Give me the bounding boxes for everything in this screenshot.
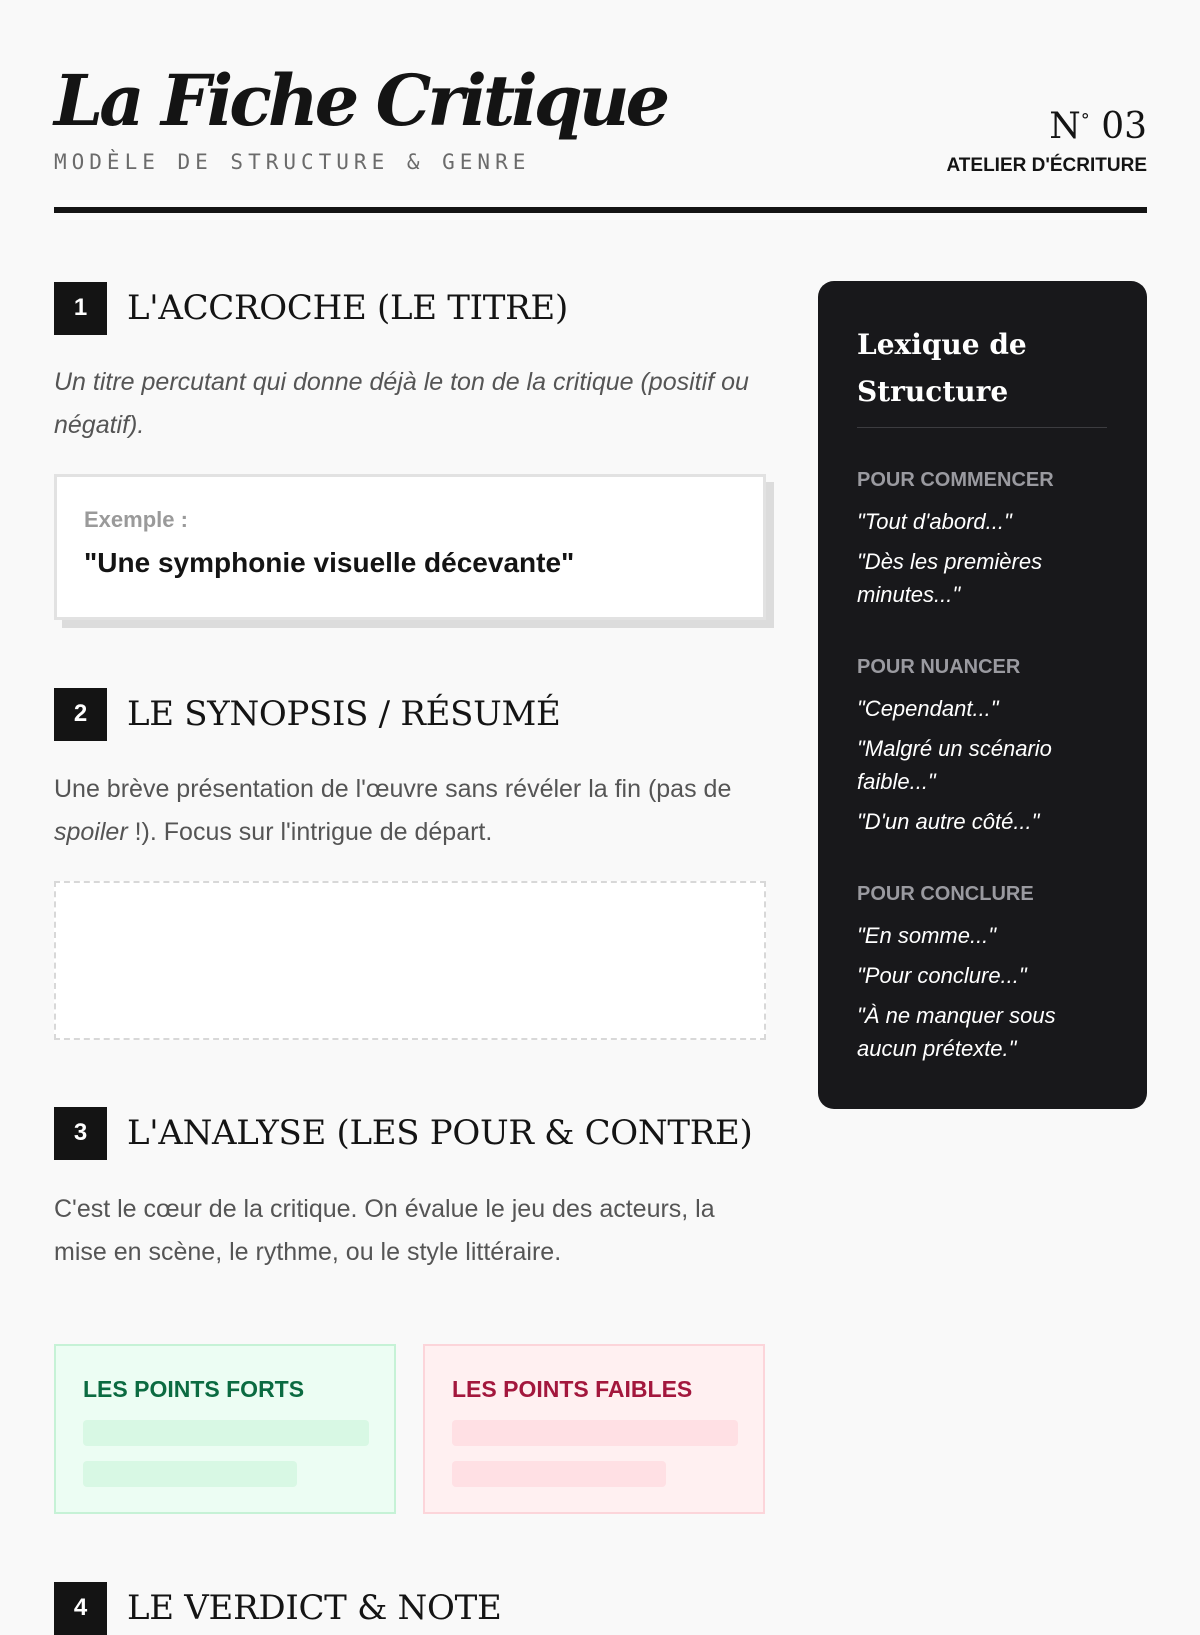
weaknesses-box[interactable]: [423, 1344, 765, 1514]
lexicon-phrase: "Cependant...": [857, 696, 999, 721]
lexicon-group-nuance: [857, 656, 1117, 838]
issue-number: [1049, 106, 1147, 147]
section-2-heading: [54, 687, 561, 741]
example-label: Exemple :: [84, 507, 188, 532]
section-1-title: L'ACCROCHE (LE TITRE): [127, 288, 568, 328]
sidebar-title: Lexique de Structure: [857, 328, 1027, 408]
lexicon-group-conclude: [857, 883, 1117, 1065]
lexicon-phrase: "Dès les premières minutes...": [857, 549, 1043, 607]
lexicon-sidebar: [818, 281, 1147, 1109]
issue-prefix: N: [1049, 106, 1081, 147]
strengths-title: LES POINTS FORTS: [83, 1376, 305, 1402]
section-4-heading: [54, 1581, 501, 1635]
header-divider: [54, 207, 1147, 213]
lexicon-group-title: POUR COMMENCER: [857, 469, 1054, 491]
section-2-description: [54, 768, 754, 854]
section-1-number: 1: [54, 282, 107, 335]
section-3-number: 3: [54, 1107, 107, 1160]
section-1-description: Un titre percutant qui donne déjà le ton de la critique (positif ou négatif).: [54, 368, 749, 439]
section-2-description-end: !). Focus sur l'intrigue de départ.: [127, 818, 493, 846]
weaknesses-line-placeholder: [452, 1461, 666, 1487]
page-title: La Fiche Critique: [54, 59, 667, 142]
section-2-title: LE SYNOPSIS / RÉSUMÉ: [127, 694, 561, 734]
section-3-heading: [54, 1106, 753, 1160]
section-3-description: C'est le cœur de la critique. On évalue le jeu des acteurs, la mise en scène, le rythme, ou le style littéraire.: [54, 1195, 715, 1266]
lexicon-group-title: POUR NUANCER: [857, 656, 1021, 678]
lexicon-group-start: [857, 469, 1117, 611]
weaknesses-line-placeholder: [452, 1420, 738, 1446]
strengths-line-placeholder: [83, 1420, 369, 1446]
section-2-description-start: Une brève présentation de l'œuvre sans révéler la fin (pas de: [54, 775, 732, 803]
worksheet-page: [54, 0, 1147, 1628]
synopsis-writing-area[interactable]: [54, 881, 766, 1040]
issue-value: 03: [1101, 106, 1147, 147]
workshop-label: ATELIER D'ÉCRITURE: [946, 155, 1147, 176]
lexicon-phrase: "Tout d'abord...": [857, 509, 1012, 534]
section-3-title: L'ANALYSE (LES POUR & CONTRE): [127, 1113, 753, 1153]
section-4-number: 4: [54, 1582, 107, 1635]
masthead: [54, 58, 1147, 213]
page-subtitle: MODÈLE DE STRUCTURE & GENRE: [54, 150, 531, 174]
lexicon-group-title: POUR CONCLURE: [857, 883, 1034, 905]
lexicon-phrase: "Pour conclure...": [857, 963, 1027, 988]
strengths-box[interactable]: [54, 1344, 396, 1514]
sidebar-divider: [857, 427, 1107, 428]
lexicon-phrase: "D'un autre côté...": [857, 809, 1040, 834]
section-2-description-spoiler: spoiler: [54, 818, 128, 846]
section-1-heading: [54, 281, 568, 335]
lexicon-phrase: "Malgré un scénario faible...": [857, 736, 1052, 794]
weaknesses-title: LES POINTS FAIBLES: [452, 1376, 693, 1402]
example-text: "Une symphonie visuelle décevante": [84, 547, 575, 578]
example-card: [54, 474, 766, 620]
lexicon-phrase: "À ne manquer sous aucun prétexte.": [857, 1003, 1056, 1061]
section-4-title: LE VERDICT & NOTE: [127, 1588, 502, 1628]
section-2-number: 2: [54, 688, 107, 741]
strengths-line-placeholder: [83, 1461, 297, 1487]
issue-degree: °: [1080, 110, 1090, 131]
lexicon-phrase: "En somme...": [857, 923, 997, 948]
